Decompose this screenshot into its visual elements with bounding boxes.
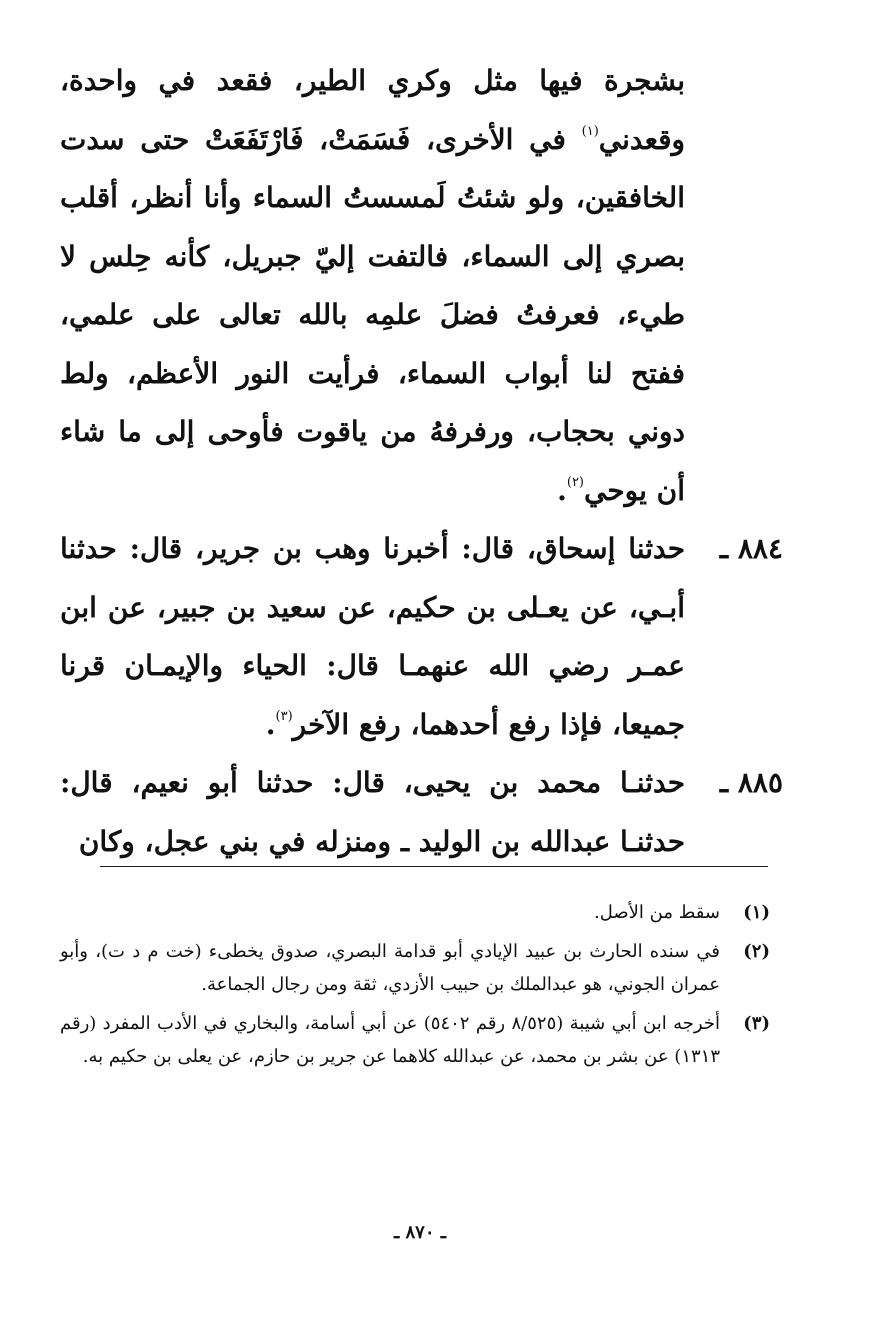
continuation-text-1: بشجرة فيها مثل وكري الطير، فقعد في واحدة، وقعدني	[60, 64, 686, 156]
hadith-884-end: .	[265, 707, 276, 741]
hadith-883-continuation	[60, 52, 685, 520]
main-text-block	[60, 52, 783, 871]
continuation-end: .	[557, 473, 567, 507]
footnote-marker-1: (١)	[581, 123, 599, 139]
hadith-885-text: حدثنـا محمد بن يحيى، قال: حدثنا أبو نعيم، قال: حدثنـا عبدالله بن الوليد ـ ومنزله في بني عجل، وكان	[60, 766, 685, 858]
footnote-3	[60, 1007, 770, 1074]
footnotes-section	[60, 896, 770, 1079]
footnote-divider	[100, 866, 768, 867]
continuation-text-2: في الأخرى، فَسَمَتْ، فَارْتَفَعَتْ حتى سدت الخافقين، ولو شئتُ لَمسستُ السماء وأنا أنظر، أقلب بصري إلى السماء، فالتفت إليّ جبريل، كأنه حِلس لا طيء، فعرفتُ فضلَ علمِه بالله تعالى على علمي، ففتح لنا أبواب السماء، فرأيت النور الأعظم، ولط دوني بحجاب، ورفرفهُ من ياقوت فأوحى إلى ما شاء أن يوحي	[60, 122, 685, 507]
hadith-884	[60, 520, 783, 754]
footnote-1	[60, 896, 770, 930]
footnote-number-2: (٢)	[743, 940, 770, 962]
footnote-number-1: (١)	[743, 902, 770, 923]
footnote-text-1: سقط من الأصل.	[594, 902, 720, 923]
hadith-number-884: ٨٨٤ ـ	[719, 532, 783, 565]
footnote-text-2: في سنده الحارث بن عبيد الإيادي أبو قدامة البصري، صدوق يخطىء (خت م د ت)، وأبو عمران الجوني، هو عبدالملك بن حبيب الأزدي، ثقة ومن رجال الجماعة.	[60, 940, 720, 995]
page-number: ـ ٨٧٠ ـ	[393, 1222, 447, 1243]
footnote-marker-3: (٣)	[275, 708, 293, 724]
footnote-2	[60, 935, 770, 1002]
hadith-number-885: ٨٨٥ ـ	[719, 766, 783, 799]
hadith-885	[60, 754, 783, 871]
footnote-number-3: (٣)	[743, 1012, 770, 1034]
hadith-884-text: حدثنا إسحاق، قال: أخبرنا وهب بن جرير، قال: حدثنا أبـي، عن يعـلى بن حكيم، عن سعيد بن جبير، عن ابن عمـر رضي الله عنهمـا قال: الحياء والإيمـان قرنا جميعا، فإذا رفع أحدهما، رفع الآخر	[60, 532, 686, 741]
footnote-marker-2: (٢)	[566, 474, 584, 490]
footnote-text-3: أخرجه ابن أبي شيبة (٨/٥٢٥ رقم ٥٤٠٢) عن أبي أسامة، والبخاري في الأدب المفرد (رقم ١٣١٣) عن بشر بن محمد، عن عبدالله كلاهما عن جرير بن حازم، عن يعلى بن حكيم به.	[60, 1012, 720, 1067]
